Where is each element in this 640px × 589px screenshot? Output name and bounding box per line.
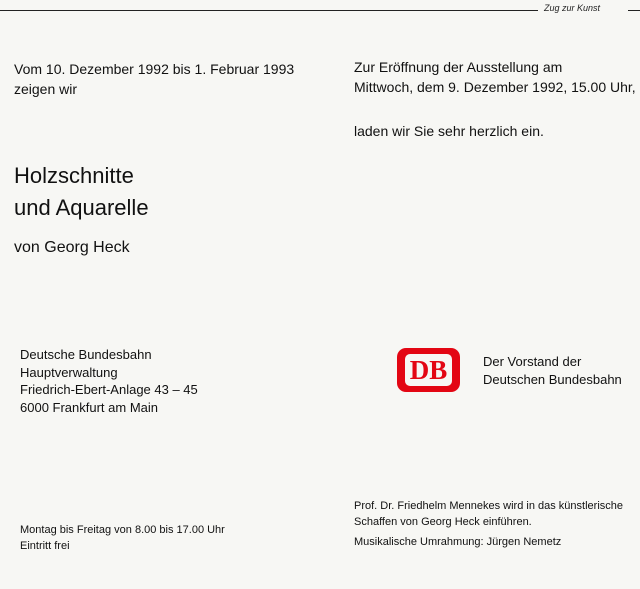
board-line: Deutschen Bundesbahn (483, 371, 622, 387)
db-logo (397, 348, 460, 392)
speaker-line: Prof. Dr. Friedhelm Mennekes wird in das künstlerische (354, 500, 623, 512)
opening-announcement (354, 57, 636, 97)
exhibition-dates-line: zeigen wir (14, 81, 78, 97)
exhibition-title-line: Holzschnitte (14, 163, 134, 188)
music-line: Musikalische Umrahmung: Jürgen Nemetz (354, 536, 562, 548)
opening-line: Mittwoch, dem 9. Dezember 1992, 15.00 Uhr, (354, 79, 636, 95)
board-line: Der Vorstand der (483, 354, 582, 369)
address-line: 6000 Frankfurt am Main (20, 399, 159, 415)
venue-address (20, 346, 198, 416)
address-line: Hauptverwaltung (20, 364, 118, 380)
address-line: Deutsche Bundesbahn (20, 347, 152, 362)
artist-name: von Georg Heck (14, 239, 130, 256)
exhibition-dates-line: Vom 10. Dezember 1992 bis 1. Februar 1993 (14, 61, 295, 77)
db-logo-text: DB (405, 354, 452, 386)
exhibition-title-line: und Aquarelle (14, 195, 149, 220)
exhibition-title (14, 160, 149, 224)
top-rule-tail (628, 10, 640, 11)
board-signature (483, 353, 622, 388)
address-line: Friedrich-Ebert-Anlage 43 – 45 (20, 382, 198, 397)
section-label: Zug zur Kunst (544, 3, 601, 13)
speaker-line: Schaffen von Georg Heck einführen. (354, 516, 532, 528)
opening-hours (20, 522, 225, 554)
exhibition-dates (14, 59, 294, 99)
hours-line: Montag bis Freitag von 8.00 bis 17.00 Uhr (20, 524, 225, 536)
top-rule (0, 10, 538, 11)
opening-line: Zur Eröffnung der Ausstellung am (354, 59, 563, 75)
admission-line: Eintritt frei (20, 540, 70, 552)
program-notes (354, 498, 623, 550)
invitation-text: laden wir Sie sehr herzlich ein. (354, 123, 544, 139)
